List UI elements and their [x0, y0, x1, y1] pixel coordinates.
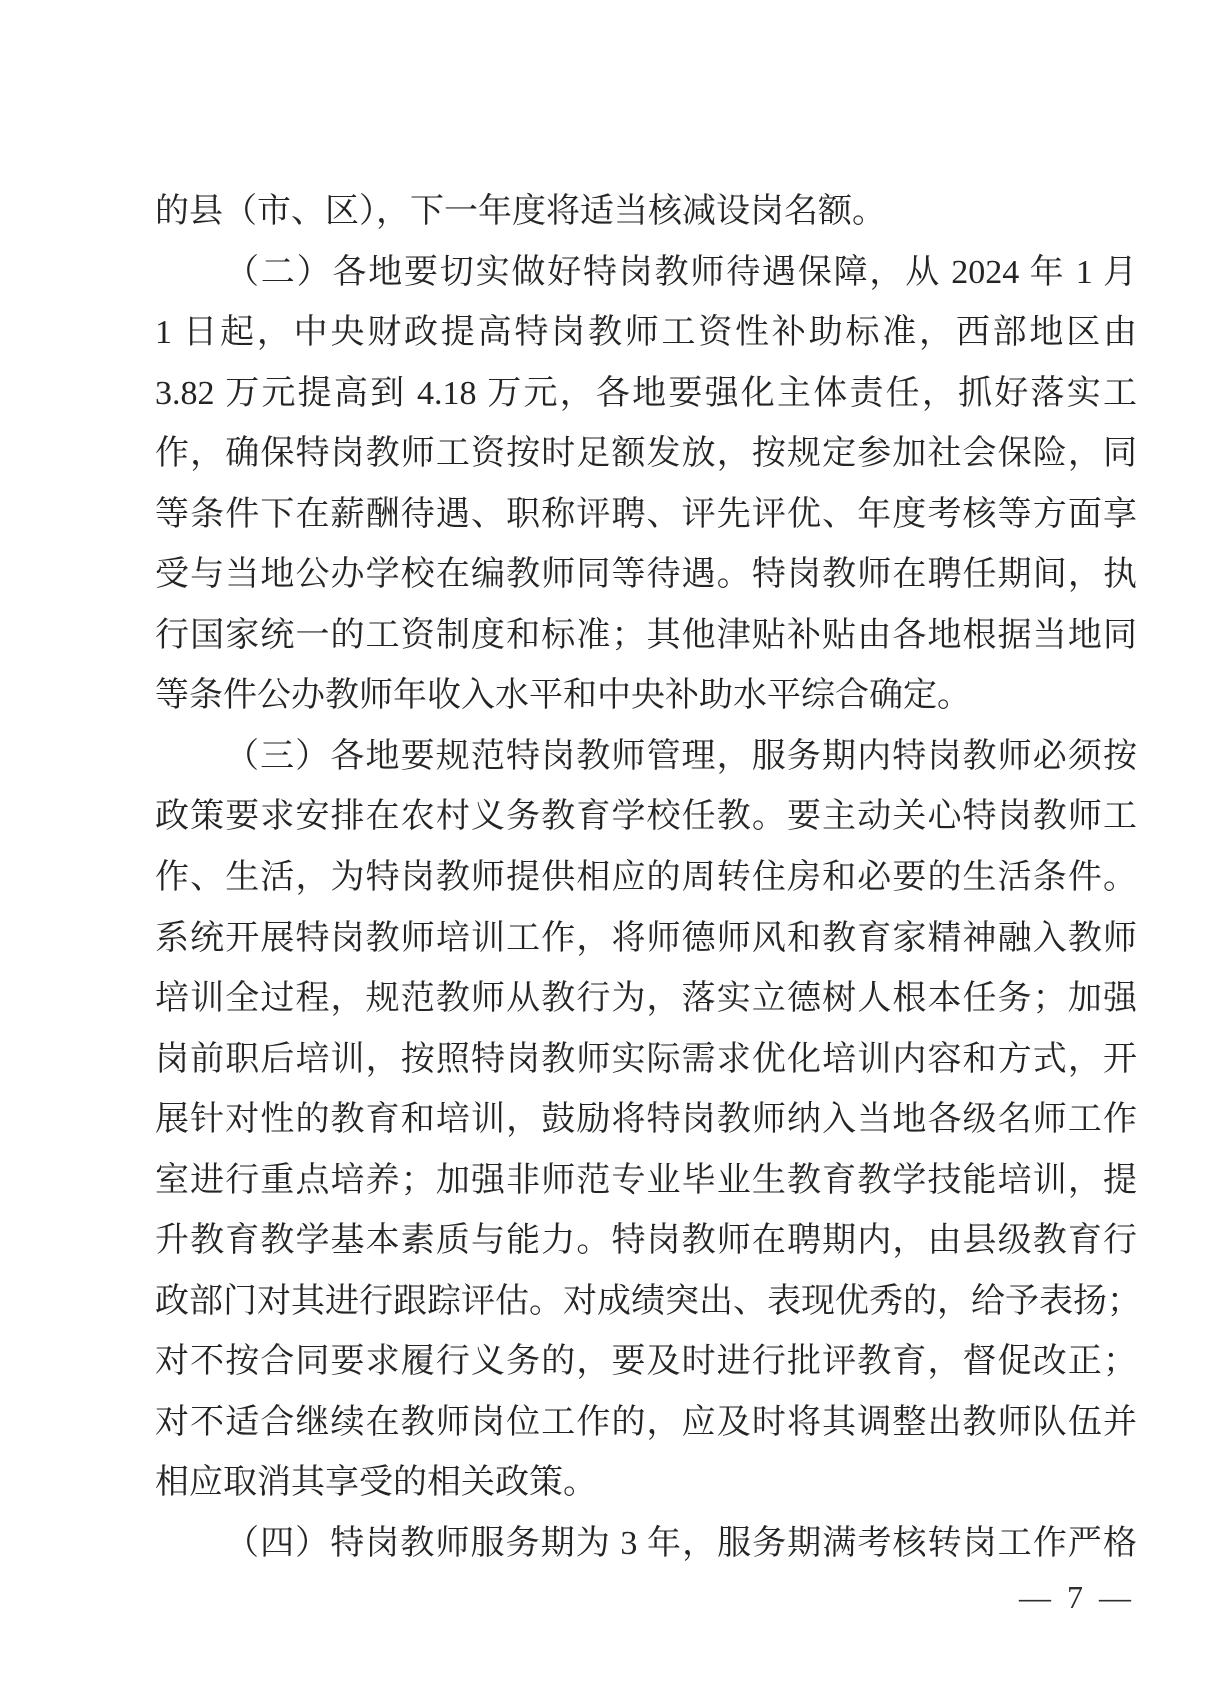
text-line: （四）特岗教师服务期为 3 年，服务期满考核转岗工作严格	[225, 1525, 1137, 1563]
text-line: （二）各地要切实做好特岗教师待遇保障，从 2024 年 1 月	[225, 253, 1137, 291]
text-block	[155, 182, 1141, 1575]
text-line: 相应取消其享受的相关政策。	[155, 1464, 597, 1502]
text-line: 等条件公办教师年收入水平和中央补助水平综合确定。	[155, 677, 971, 715]
text-line: （三）各地要规范特岗教师管理，服务期内特岗教师必须按	[225, 737, 1137, 775]
text-line: 作、生活，为特岗教师提供相应的周转住房和必要的生活条件。	[155, 859, 1137, 897]
text-line: 升教育教学基本素质与能力。特岗教师在聘期内，由县级教育行	[155, 1222, 1137, 1260]
text-line: 等条件下在薪酬待遇、职称评聘、评先评优、年度考核等方面享	[155, 495, 1137, 533]
text-line: 对不适合继续在教师岗位工作的，应及时将其调整出教师队伍并	[155, 1403, 1137, 1441]
text-line: 培训全过程，规范教师从教行为，落实立德树人根本任务；加强	[155, 980, 1137, 1018]
text-line: 岗前职后培训，按照特岗教师实际需求优化培训内容和方式，开	[155, 1040, 1137, 1078]
text-line: 展针对性的教育和培训，鼓励将特岗教师纳入当地各级名师工作	[155, 1101, 1137, 1139]
text-line: 室进行重点培养；加强非师范专业毕业生教育教学技能培训，提	[155, 1161, 1137, 1199]
text-line: 3.82 万元提高到 4.18 万元，各地要强化主体责任，抓好落实工	[155, 374, 1137, 412]
text-line: 政策要求安排在农村义务教育学校任教。要主动关心特岗教师工	[155, 798, 1137, 836]
page-number: — 7 —	[1019, 1579, 1135, 1615]
text-line: 对不按合同要求履行义务的，要及时进行批评教育，督促改正；	[155, 1343, 1137, 1381]
text-line: 受与当地公办学校在编教师同等待遇。特岗教师在聘任期间，执	[155, 556, 1137, 594]
text-line: 政部门对其进行跟踪评估。对成绩突出、表现优秀的，给予表扬；	[155, 1282, 1141, 1320]
text-line: 的县（市、区），下一年度将适当核减设岗名额。	[155, 193, 886, 230]
text-line: 1 日起，中央财政提高特岗教师工资性补助标准，西部地区由	[155, 314, 1137, 352]
text-line: 系统开展特岗教师培训工作，将师德师风和教育家精神融入教师	[155, 919, 1137, 957]
text-line: 作，确保特岗教师工资按时足额发放，按规定参加社会保险，同	[155, 435, 1137, 473]
text-line: 行国家统一的工资制度和标准；其他津贴补贴由各地根据当地同	[155, 616, 1137, 654]
